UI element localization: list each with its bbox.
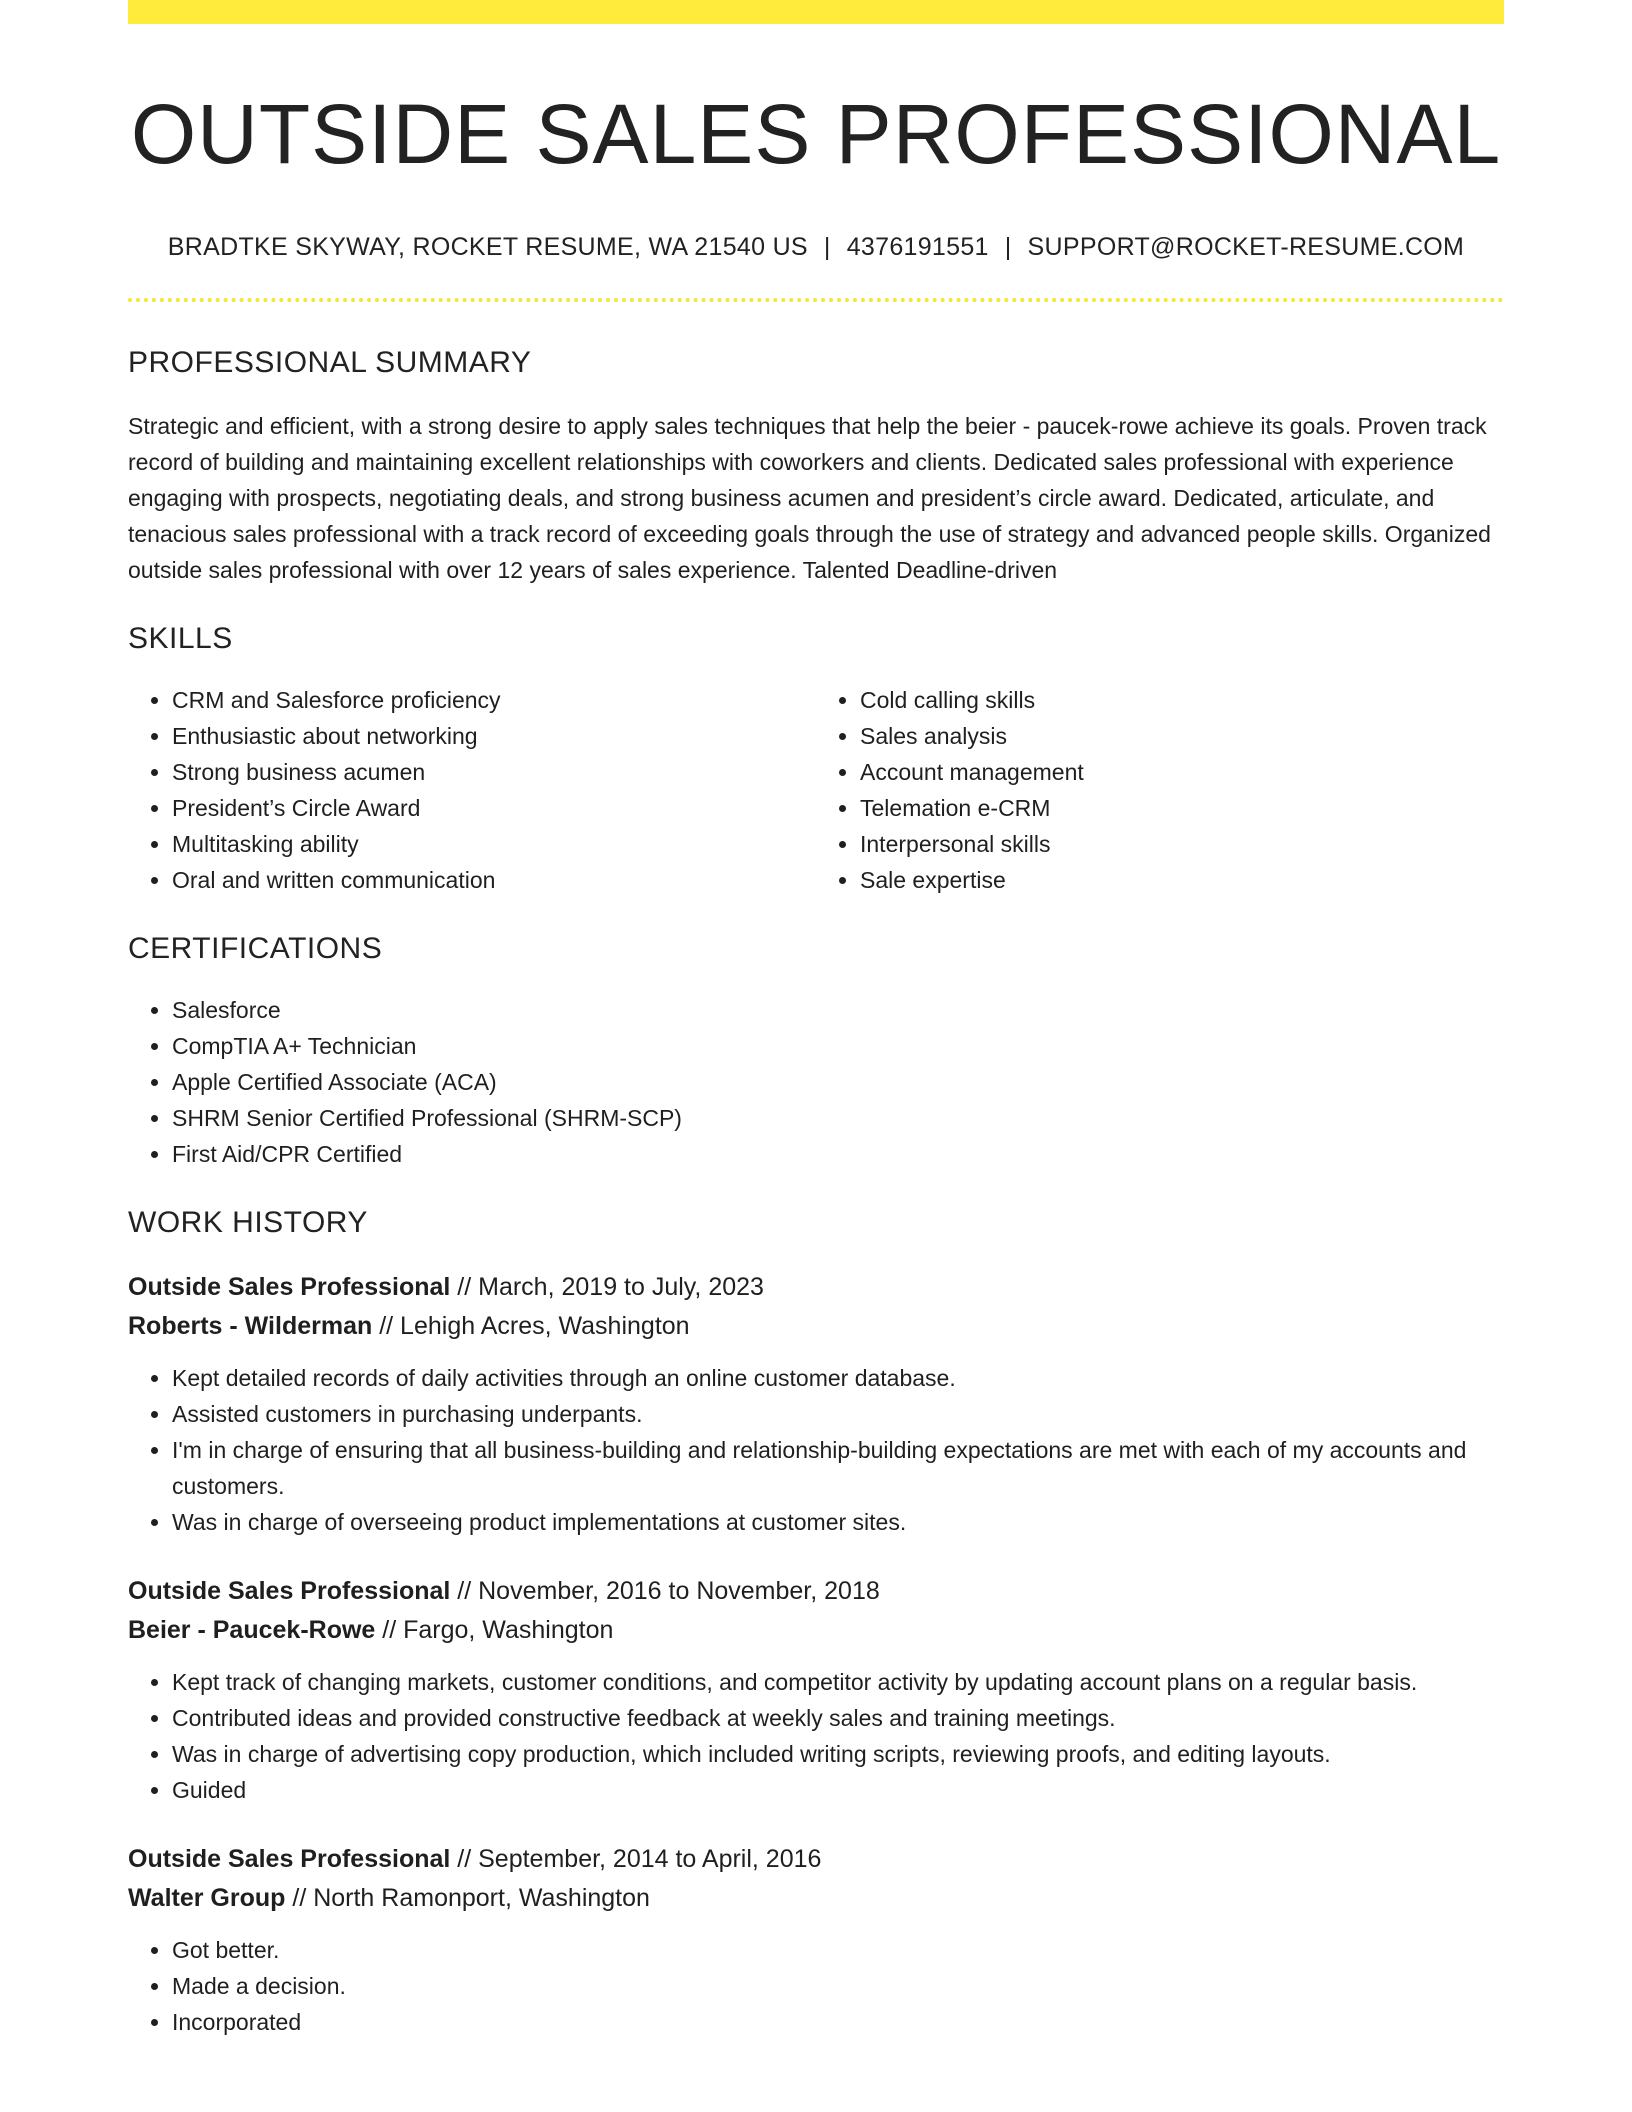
skill-item: • Multitasking ability — [172, 826, 816, 862]
skill-item: • Enthusiastic about networking — [172, 718, 816, 754]
skills-title: SKILLS — [128, 621, 233, 655]
skill-item: • Cold calling skills — [860, 682, 1504, 718]
skill-item: • Account management — [860, 754, 1504, 790]
email-link[interactable]: SUPPORT@ROCKET-RESUME.COM — [1027, 232, 1465, 261]
contact-separator: | — [1004, 232, 1012, 261]
job-bullet: • Was in charge of overseeing product implementations at customer sites. — [172, 1504, 1504, 1540]
job-dates: // March, 2019 to July, 2023 — [450, 1272, 764, 1301]
contact-separator: | — [823, 232, 831, 261]
job-company: Walter Group — [128, 1883, 286, 1912]
job-company-line — [128, 1611, 1504, 1650]
job-bullet: • I'm in charge of ensuring that all business-building and relationship-building expectations are met with each of my accounts and customers. — [172, 1432, 1504, 1504]
job-role: Outside Sales Professional — [128, 1844, 451, 1873]
skills-columns — [128, 682, 1504, 898]
address: BRADTKE SKYWAY, ROCKET RESUME, WA 21540 US — [167, 232, 808, 261]
job-role: Outside Sales Professional — [128, 1272, 451, 1301]
job-role-line — [128, 1572, 1504, 1611]
job-company: Roberts - Wilderman — [128, 1311, 373, 1340]
job-dates: // November, 2016 to November, 2018 — [450, 1576, 880, 1605]
job-bullet: • Contributed ideas and provided constructive feedback at weekly sales and training meetings. — [172, 1700, 1504, 1736]
certification-item: • SHRM Senior Certified Professional (SHRM-SCP) — [172, 1100, 1504, 1136]
skill-item: • Telemation e-CRM — [860, 790, 1504, 826]
job-location: // North Ramonport, Washington — [285, 1883, 650, 1912]
job-entry — [128, 1572, 1504, 1808]
job-bullets — [128, 1932, 1504, 2040]
job-bullet: • Assisted customers in purchasing underpants. — [172, 1396, 1504, 1432]
skills-left-list — [128, 682, 816, 898]
resume-name: OUTSIDE SALES PROFESSIONAL — [130, 87, 1502, 181]
summary-text: Strategic and efficient, with a strong desire to apply sales techniques that help the beier - paucek-rowe achieve its goals. Proven track record of building and maintaining excellent relationships with coworkers and clients. Dedicated sales professional with experience engaging with prospects, negotiating deals, and strong business acumen and president’s circle award. Dedicated, articulate, and tenacious sales professional with a track record of exceeding goals through the use of strategy and advanced people skills. Organized outside sales professional with over 12 years of sales experience. Talented Deadline-driven — [128, 412, 1491, 583]
job-bullets — [128, 1664, 1504, 1808]
contact-line — [128, 233, 1504, 262]
skill-item: • Strong business acumen — [172, 754, 816, 790]
job-bullets — [128, 1360, 1504, 1540]
job-bullet: • Kept track of changing markets, customer conditions, and competitor activity by updating account plans on a regular basis. — [172, 1664, 1504, 1700]
job-company-line — [128, 1879, 1504, 1918]
job-role-line — [128, 1840, 1504, 1879]
job-dates: // September, 2014 to April, 2016 — [450, 1844, 822, 1873]
job-entry — [128, 1840, 1504, 2040]
resume-page — [128, 0, 1504, 2040]
skill-item: • Sales analysis — [860, 718, 1504, 754]
job-bullet: • Was in charge of advertising copy production, which included writing scripts, reviewing proofs, and editing layouts. — [172, 1736, 1504, 1772]
job-bullet: • Incorporated — [172, 2004, 1504, 2040]
dotted-divider — [128, 298, 1504, 302]
certification-item: • Apple Certified Associate (ACA) — [172, 1064, 1504, 1100]
certifications-title: CERTIFICATIONS — [128, 931, 383, 965]
certification-item: • Salesforce — [172, 992, 1504, 1028]
certification-item: • CompTIA A+ Technician — [172, 1028, 1504, 1064]
job-bullet: • Guided — [172, 1772, 1504, 1808]
job-company: Beier - Paucek-Rowe — [128, 1615, 376, 1644]
summary-title: PROFESSIONAL SUMMARY — [128, 345, 532, 379]
skill-item: • Interpersonal skills — [860, 826, 1504, 862]
skill-item: • CRM and Salesforce proficiency — [172, 682, 816, 718]
skill-item: • Oral and written communication — [172, 862, 816, 898]
job-location: // Lehigh Acres, Washington — [372, 1311, 690, 1340]
skills-right-list — [816, 682, 1504, 898]
certifications-list — [128, 992, 1504, 1172]
skill-item: • President’s Circle Award — [172, 790, 816, 826]
work-history-title: WORK HISTORY — [128, 1205, 368, 1239]
job-role: Outside Sales Professional — [128, 1576, 451, 1605]
job-bullet: • Made a decision. — [172, 1968, 1504, 2004]
job-role-line — [128, 1268, 1504, 1307]
phone: 4376191551 — [846, 232, 989, 261]
certification-item: • First Aid/CPR Certified — [172, 1136, 1504, 1172]
job-company-line — [128, 1307, 1504, 1346]
job-bullet: • Got better. — [172, 1932, 1504, 1968]
job-bullet: • Kept detailed records of daily activities through an online customer database. — [172, 1360, 1504, 1396]
accent-bar — [128, 0, 1504, 24]
job-entry — [128, 1268, 1504, 1540]
job-location: // Fargo, Washington — [375, 1615, 614, 1644]
skill-item: • Sale expertise — [860, 862, 1504, 898]
